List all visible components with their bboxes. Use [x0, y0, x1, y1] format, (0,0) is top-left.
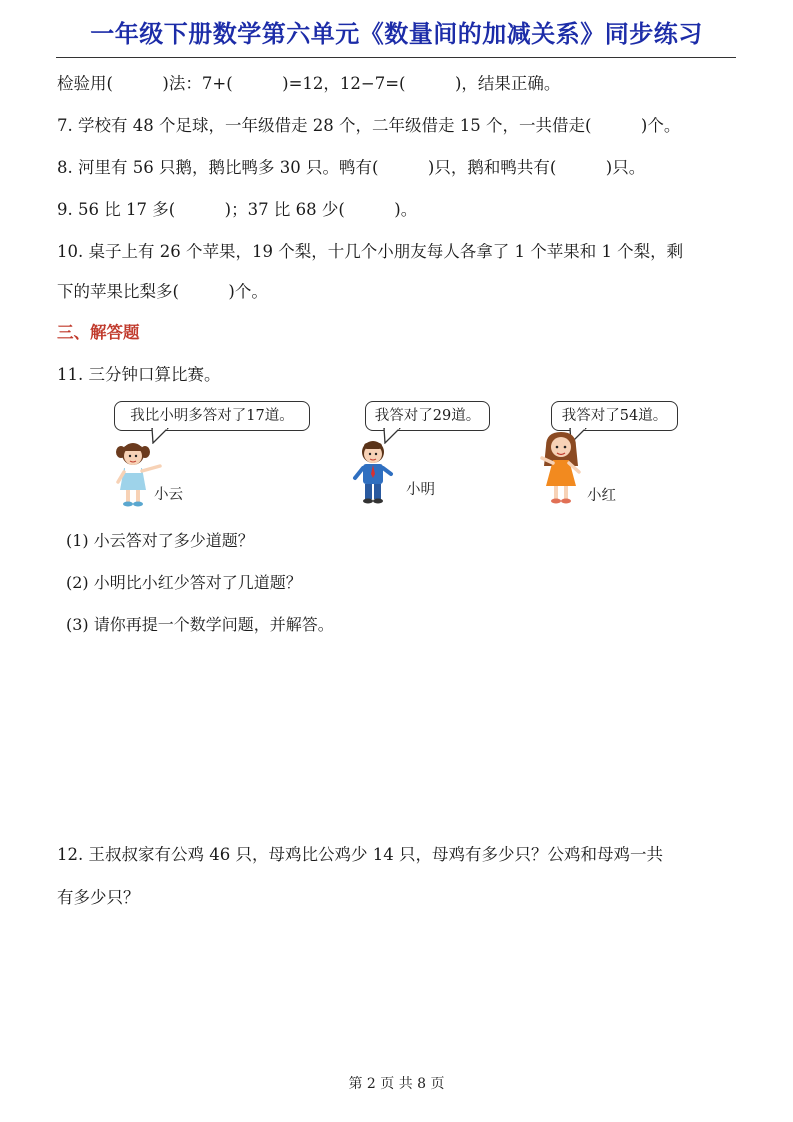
page-title: 一年级下册数学第六单元《数量间的加减关系》同步练习: [90, 20, 703, 48]
name-label-xiaoyun: 小云: [154, 487, 183, 503]
question-9: 9. 56 比 17 多( )；37 比 68 少( )。: [57, 200, 418, 219]
question-12-line-1: 12. 王叔叔家有公鸡 46 只，母鸡比公鸡少 14 只，母鸡有多少只？公鸡和母鸡一共: [57, 845, 663, 864]
question-11-part-2: (2) 小明比小红少答对了几道题？: [66, 573, 302, 592]
question-12-line-2: 有多少只？: [57, 888, 140, 907]
question-10-line-1: 10. 桌子上有 26 个苹果，19 个梨，十几个小朋友每人各拿了 1 个苹果和 1 个梨，剩: [57, 242, 684, 261]
question-11-part-1: (1) 小云答对了多少道题？: [66, 531, 254, 550]
speech-bubble-xiaohong: 我答对了54道。: [551, 401, 678, 431]
speech-bubble-xiaoyun: 我比小明多答对了17道。: [114, 401, 310, 431]
question-11-stem: 11. 三分钟口算比赛。: [57, 365, 221, 384]
girl-xiaohong-icon: [536, 430, 586, 506]
question-10-line-2: 下的苹果比梨多( )个。: [57, 282, 268, 301]
page-number: 第 2 页 共 8 页: [348, 1076, 445, 1092]
section-heading: 三、解答题: [57, 323, 140, 342]
speech-bubble-xiaoming: 我答对了29道。: [365, 401, 490, 431]
question-7: 7. 学校有 48 个足球，一年级借走 28 个，二年级借走 15 个，一共借走( )个。: [57, 116, 681, 135]
question-6-continuation: 检验用( )法：7+( )=12，12−7=( )，结果正确。: [57, 74, 561, 93]
name-label-xiaohong: 小红: [587, 488, 616, 504]
title-divider: [56, 57, 736, 58]
question-11-part-3: (3) 请你再提一个数学问题，并解答。: [66, 615, 334, 634]
name-label-xiaoming: 小明: [406, 482, 435, 498]
question-8: 8. 河里有 56 只鹅，鹅比鸭多 30 只。鸭有( )只，鹅和鸭共有( )只。: [57, 158, 646, 177]
boy-xiaoming-icon: [350, 438, 396, 506]
